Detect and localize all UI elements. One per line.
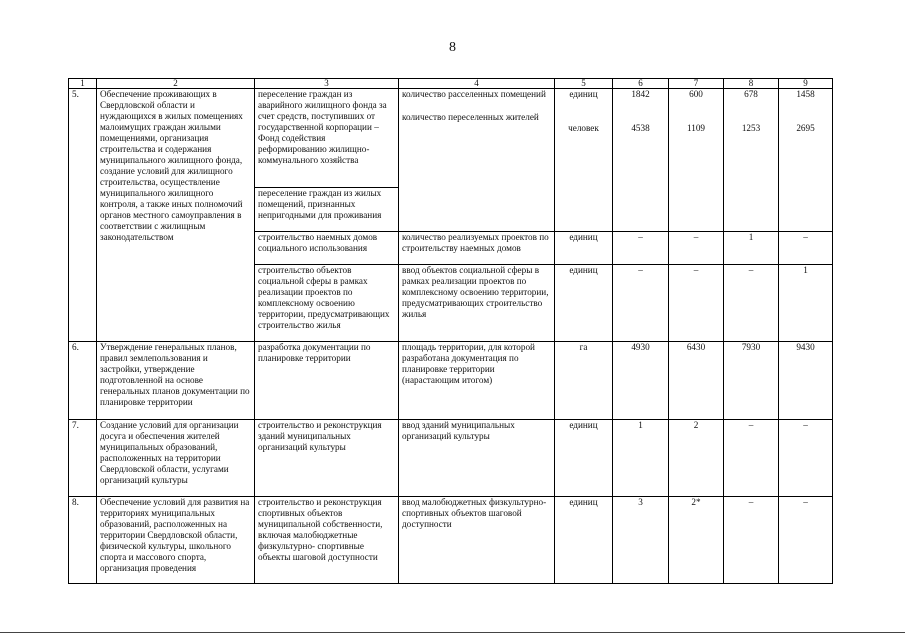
value: 1842 xyxy=(631,89,650,99)
value-cell xyxy=(613,89,669,232)
task-cell: переселение граждан из жилых помещений, признанных непригодными для проживания xyxy=(255,188,399,232)
value: 1458 xyxy=(796,89,815,99)
value-cell: 7930 xyxy=(724,342,779,420)
unit-cell: единиц xyxy=(555,265,613,342)
goal-cell: Обеспечение проживающих в Свердловской области и нуждающихся в жилых помещениях малоимущих граждан жилыми помещениями, организация строительства и содержания муниципального жилищного фонда, создание условий для жилищного строительства, осуществление муниципального жилищного контроля, а также иных полномочий органов местного самоуправления в соответствии с жилищным законодательством xyxy=(97,89,255,342)
page-number: 8 xyxy=(449,40,456,55)
unit-cell: га xyxy=(555,342,613,420)
indicators-table xyxy=(68,78,833,584)
table-row xyxy=(69,497,833,584)
value-cell xyxy=(669,89,724,232)
unit-cell xyxy=(555,89,613,232)
value: 1109 xyxy=(686,123,706,133)
header-cell: 1 xyxy=(69,79,97,89)
value-cell: – xyxy=(613,232,669,265)
header-cell: 4 xyxy=(399,79,555,89)
value-cell: – xyxy=(669,265,724,342)
unit-cell: единиц xyxy=(555,497,613,584)
value: 678 xyxy=(744,89,758,99)
indicator-cell: ввод зданий муниципальных организаций культуры xyxy=(399,420,555,497)
value-cell: – xyxy=(724,497,779,584)
task-cell: строительство объектов социальной сферы в рамках реализации проектов по комплексному освоению территории, предусматривающих строительство жилья xyxy=(255,265,399,342)
value-cell: – xyxy=(779,497,833,584)
header-cell: 2 xyxy=(97,79,255,89)
table-row xyxy=(69,89,833,188)
task-cell: строительство и реконструкция зданий муниципальных организаций культуры xyxy=(255,420,399,497)
indicator-text: количество переселенных жителей xyxy=(402,112,539,122)
value-cell: – xyxy=(724,420,779,497)
task-cell: разработка документации по планировке территории xyxy=(255,342,399,420)
page-edge-line xyxy=(0,632,905,633)
row-number: 6. xyxy=(69,342,97,420)
value: 600 xyxy=(689,89,703,99)
header-cell: 3 xyxy=(255,79,399,89)
header-cell: 9 xyxy=(779,79,833,89)
unit-cell: единиц xyxy=(555,232,613,265)
indicator-cell: площадь территории, для которой разработана документация по планировке территории (нарастающим итогом) xyxy=(399,342,555,420)
row-number: 5. xyxy=(69,89,97,342)
value: 4538 xyxy=(631,123,650,133)
unit-text: человек xyxy=(568,123,599,133)
table-row xyxy=(69,420,833,497)
row-number: 7. xyxy=(69,420,97,497)
value: 1253 xyxy=(741,123,761,133)
header-cell: 8 xyxy=(724,79,779,89)
indicator-cell: ввод объектов социальной сферы в рамках реализации проектов по комплексному освоению территории, предусматривающих строительство жилья xyxy=(399,265,555,342)
header-row xyxy=(69,79,833,89)
header-cell: 6 xyxy=(613,79,669,89)
indicator-cell: количество реализуемых проектов по строительству наемных домов xyxy=(399,232,555,265)
row-number: 8. xyxy=(69,497,97,584)
value-cell: 9430 xyxy=(779,342,833,420)
value-cell: 1 xyxy=(613,420,669,497)
value-cell: – xyxy=(779,232,833,265)
header-cell: 5 xyxy=(555,79,613,89)
indicator-cell: ввод малобюджетных физкультурно-спортивных объектов шаговой доступности xyxy=(399,497,555,584)
value-cell: 3 xyxy=(613,497,669,584)
value-cell: 1 xyxy=(779,265,833,342)
goal-cell: Создание условий для организации досуга и обеспечения жителей муниципальных образований, расположенных на территории Свердловской области, услугами организаций культуры xyxy=(97,420,255,497)
value-cell: – xyxy=(613,265,669,342)
value-cell: 1 xyxy=(724,232,779,265)
task-cell: строительство наемных домов социального использования xyxy=(255,232,399,265)
task-cell: строительство и реконструкция спортивных объектов муниципальной собственности, включая малобюджетные физкультурно- спортивные объекты шаговой доступности xyxy=(255,497,399,584)
indicator-cell xyxy=(399,89,555,232)
unit-text: единиц xyxy=(569,89,598,99)
table-row xyxy=(69,342,833,420)
unit-cell: единиц xyxy=(555,420,613,497)
task-cell: переселение граждан из аварийного жилищного фонда за счет средств, поступивших от государственной корпорации – Фонд содействия реформированию жилищно-коммунального хозяйства xyxy=(255,89,399,188)
value-cell xyxy=(779,89,833,232)
header-cell: 7 xyxy=(669,79,724,89)
value-cell xyxy=(724,89,779,232)
value-cell: 2* xyxy=(669,497,724,584)
value-cell: 4930 xyxy=(613,342,669,420)
value: 2695 xyxy=(796,123,815,133)
value-cell: – xyxy=(724,265,779,342)
value-cell: 6430 xyxy=(669,342,724,420)
goal-cell: Обеспечение условий для развития на территориях муниципальных образований, расположенных на территории Свердловской области, физической культуры, школьного спорта и массового спорта, организация проведения xyxy=(97,497,255,584)
value-cell: – xyxy=(669,232,724,265)
indicator-text: количество расселенных помещений xyxy=(402,89,546,99)
value-cell: – xyxy=(779,420,833,497)
goal-cell: Утверждение генеральных планов, правил землепользования и застройки, утверждение подготовленной на основе генеральных планов документации по планировке территории xyxy=(97,342,255,420)
value-cell: 2 xyxy=(669,420,724,497)
